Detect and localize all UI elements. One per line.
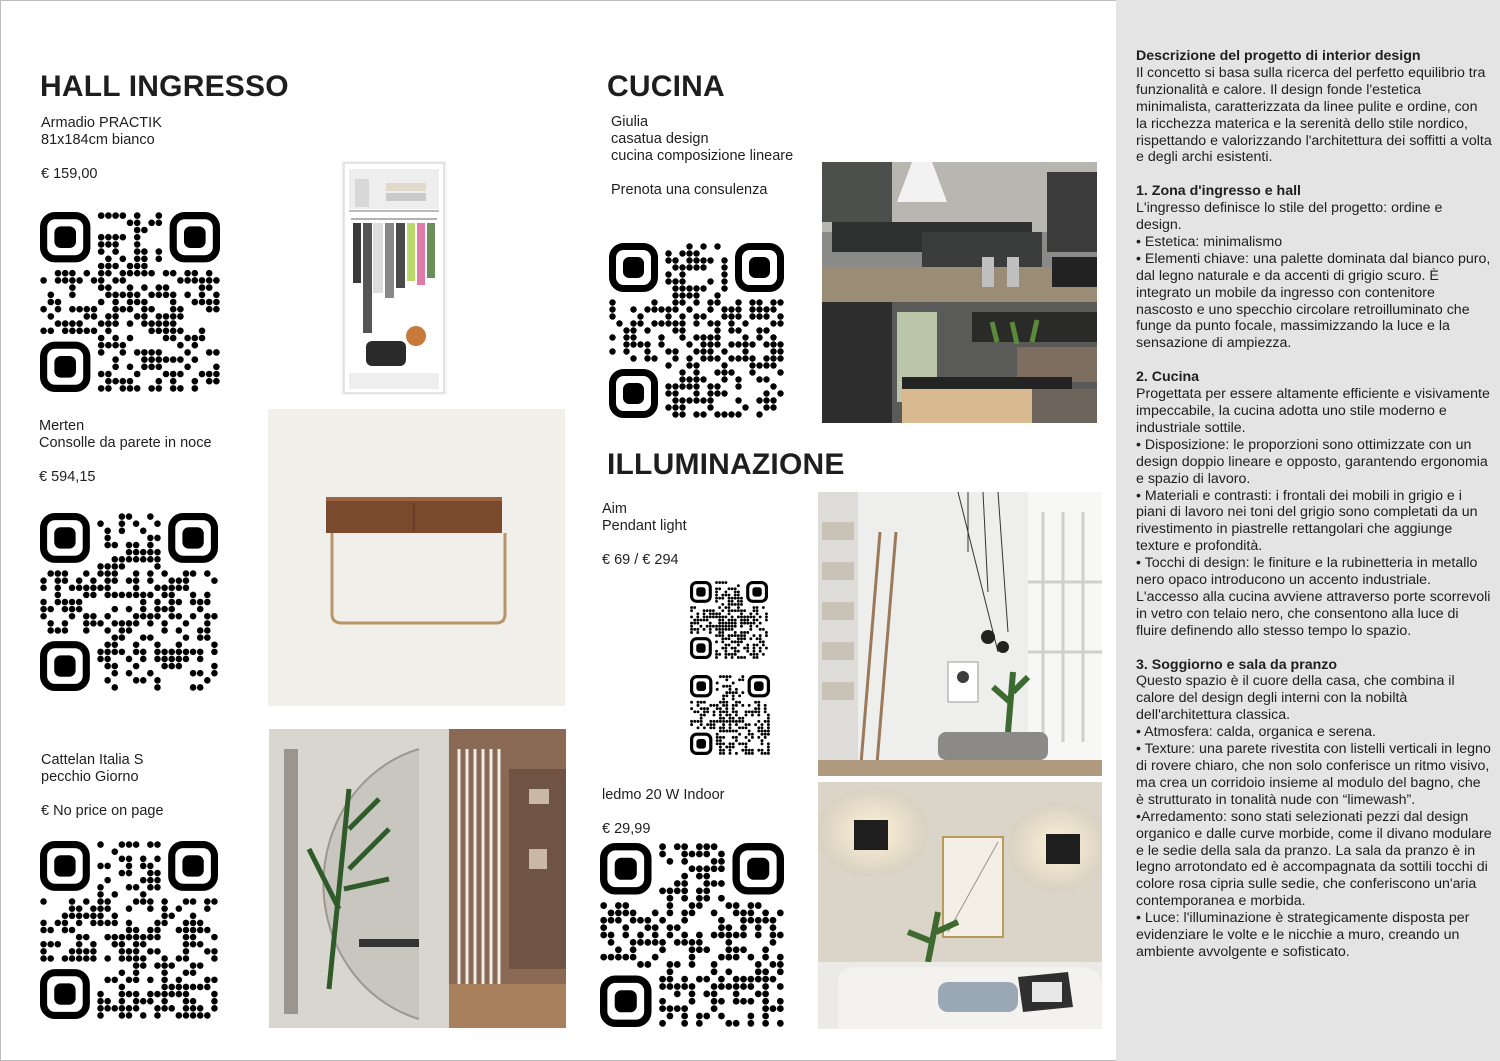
cucina-qr-code[interactable] xyxy=(609,243,784,418)
aim-name: Aim xyxy=(602,501,627,517)
cattelan-price: € No price on page xyxy=(41,803,164,819)
cucina-line-3: cucina composizione lineare xyxy=(611,147,794,164)
merten-name: Merten xyxy=(39,418,85,434)
armadio-name: Armadio PRACTIK xyxy=(41,115,162,131)
aim-info xyxy=(602,501,687,535)
section-3-bullet-3: •Arredamento: sono stati selezionati pezzi dal design organico e dalle curve morbide, come il divano modulare e le sedie della sala da pranzo. La sala da pranzo è in legno arrotondato ed è accompagnata da sottili tocchi di colore rosa cipria sulle sedie, che conferiscono un'aria contemporanea e morbida. xyxy=(1136,808,1492,910)
section-1-bullet-1: • Estetica: minimalismo xyxy=(1136,233,1283,250)
section-3-bullet-4: • Luce: l'illuminazione è strategicamente disposta per evidenziare le volte e le nicchie a muro, creando un ambiente avvolgente e sofisticato. xyxy=(1136,910,1470,960)
ledmo-photo xyxy=(818,782,1102,1029)
section-2-bullet-3: • Tocchi di design: le finiture e la rubinetteria in metallo nero opaco introducono un accento industriale. L'accesso alla cucina avviene attraverso porte scorrevoli in vetro con telaio nero, che consentono alla luce di fluire definendo allo stesso tempo lo spazio. xyxy=(1136,555,1491,639)
armadio-sub: 81x184cm bianco xyxy=(41,131,155,148)
cucina-line-1: Giulia xyxy=(611,114,649,130)
merten-sub: Consolle da parete in noce xyxy=(39,434,212,451)
section-3-bullet-1: • Atmosfera: calda, organica e serena. xyxy=(1136,724,1376,741)
aim-sub: Pendant light xyxy=(602,517,687,534)
section-2-bullet-2: • Materiali e contrasti: i frontali dei mobili in grigio e i piani di lavoro nei toni del grigio sono completati da un rivestimento in piastrelle rettangolari che aggiunge texture e profondità. xyxy=(1136,487,1478,555)
section-3-title: 3. Soggiorno e sala da pranzo xyxy=(1136,656,1338,673)
description-intro: Il concetto si basa sulla ricerca del perfetto equilibrio tra funzionalità e calore. Il design fonde l'estetica minimalista, caratterizzata da linee pulite e ordine, con la ricchezza materica e la serenità dello stile nordico, rispettando e valorizzando l'architettura dei soffitti a volta e degli archi esistenti. xyxy=(1136,64,1492,166)
cattelan-sub: pecchio Giorno xyxy=(41,768,139,785)
hall-title: HALL INGRESSO xyxy=(40,70,289,103)
section-1-title: 1. Zona d'ingresso e hall xyxy=(1136,183,1301,200)
cucina-photo-1 xyxy=(822,162,1097,302)
ledmo-name: ledmo 20 W Indoor xyxy=(602,787,725,803)
armadio-qr-code[interactable] xyxy=(40,212,220,392)
aim-qr-code-1[interactable] xyxy=(690,581,768,659)
section-3-bullet-2: • Texture: una parete rivestita con listelli verticali in legno di rovere chiaro, che non solo conferisce un ritmo visivo, ma crea un corridoio insieme al modulo del bagno, che è strutturato in tonalità nude con “limewash”. xyxy=(1136,741,1491,808)
ledmo-price: € 29,99 xyxy=(602,821,651,837)
description-title: Descrizione del progetto di interior design xyxy=(1136,48,1421,64)
cattelan-info xyxy=(41,752,143,786)
specchio-photo xyxy=(269,729,566,1028)
cucina-photo-2 xyxy=(822,302,1097,423)
cucina-cta: Prenota una consulenza xyxy=(611,182,768,198)
description-text xyxy=(1136,48,1492,961)
merten-price: € 594,15 xyxy=(39,469,96,485)
illuminazione-title: ILLUMINAZIONE xyxy=(607,448,845,481)
aim-price: € 69 / € 294 xyxy=(602,552,679,568)
section-1-bullet-2: • Elementi chiave: una palette dominata dal bianco puro, dal legno naturale e da accenti di grigio scuro. È integrato un mobile da ingresso con contenitore nascosto e uno specchio circolare retroilluminato che funge da punto focale, massimizzando la luce e la sensazione di ampiezza. xyxy=(1136,250,1491,352)
merten-qr-code[interactable] xyxy=(40,513,218,691)
section-1-intro: L'ingresso definisce lo stile del progetto: ordine e design. xyxy=(1136,200,1443,234)
armadio-photo xyxy=(341,161,447,395)
aim-photo xyxy=(818,492,1102,776)
cucina-info xyxy=(611,114,793,165)
cucina-line-2: casatua design xyxy=(611,130,709,147)
consolle-photo xyxy=(268,409,565,706)
cattelan-name: Cattelan Italia S xyxy=(41,752,144,768)
section-2-title: 2. Cucina xyxy=(1136,369,1200,386)
section-3-intro: Questo spazio è il cuore della casa, che combina il calore del design degli interni con la nobiltà dell'architettura classica. xyxy=(1136,673,1455,724)
section-2-bullet-1: • Disposizione: le proporzioni sono ottimizzate con un design doppio lineare e opposto, garantendo ergonomia e spazio di lavoro. xyxy=(1136,436,1488,487)
merten-info xyxy=(39,418,212,452)
ledmo-qr-code[interactable] xyxy=(600,843,784,1027)
armadio-price: € 159,00 xyxy=(41,166,98,182)
armadio-info xyxy=(41,115,162,149)
aim-qr-code-2[interactable] xyxy=(690,675,770,755)
section-2-intro: Progettata per essere altamente efficiente e visivamente impeccabile, la cucina adotta uno stile moderno e industriale sottile. xyxy=(1136,386,1490,436)
cattelan-qr-code[interactable] xyxy=(40,841,218,1019)
cucina-title: CUCINA xyxy=(607,70,725,103)
